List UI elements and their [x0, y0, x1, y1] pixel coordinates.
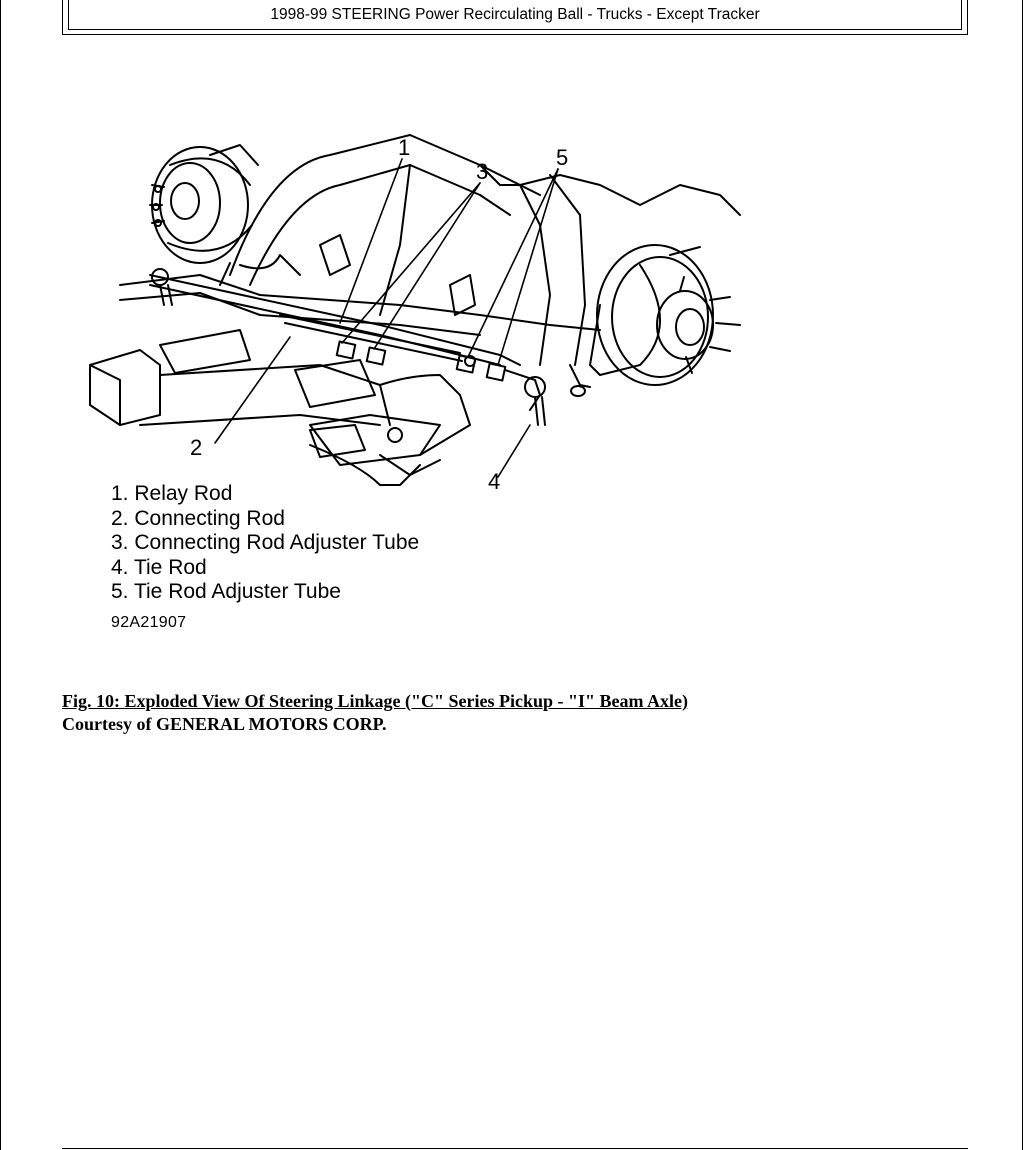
legend-item: 4. Tie Rod	[111, 555, 207, 579]
legend-item: 1. Relay Rod	[111, 482, 233, 505]
legend-item: 5. Tie Rod Adjuster Tube	[111, 580, 341, 603]
axle-drawing	[90, 275, 600, 485]
page-header	[62, 0, 968, 35]
left-hub-drawing	[150, 145, 300, 285]
figure-caption	[62, 690, 688, 736]
figure-legend	[111, 482, 419, 605]
caption-title: Fig. 10: Exploded View Of Steering Linkage ("C" Series Pickup - "I" Beam Axle)	[62, 691, 688, 711]
callout-5: 5	[556, 145, 569, 170]
footer-divider	[62, 1148, 968, 1149]
right-rotor-drawing	[570, 245, 740, 396]
callout-2: 2	[190, 435, 203, 460]
legend-item: 2. Connecting Rod	[111, 506, 285, 530]
linkage-drawing	[150, 269, 545, 425]
callout-4: 4	[488, 469, 501, 494]
callout-3: 3	[476, 159, 489, 184]
callout-1: 1	[398, 135, 411, 160]
legend-item: 3. Connecting Rod Adjuster Tube	[111, 531, 420, 554]
page-header-title: 1998-99 STEERING Power Recirculating Ball - Trucks - Except Tracker	[68, 0, 962, 30]
figure-code: 92A21907	[111, 614, 187, 631]
caption-courtesy: Courtesy of GENERAL MOTORS CORP.	[62, 714, 387, 734]
page-right-border	[1022, 0, 1023, 1150]
page-left-border	[0, 0, 1, 1150]
